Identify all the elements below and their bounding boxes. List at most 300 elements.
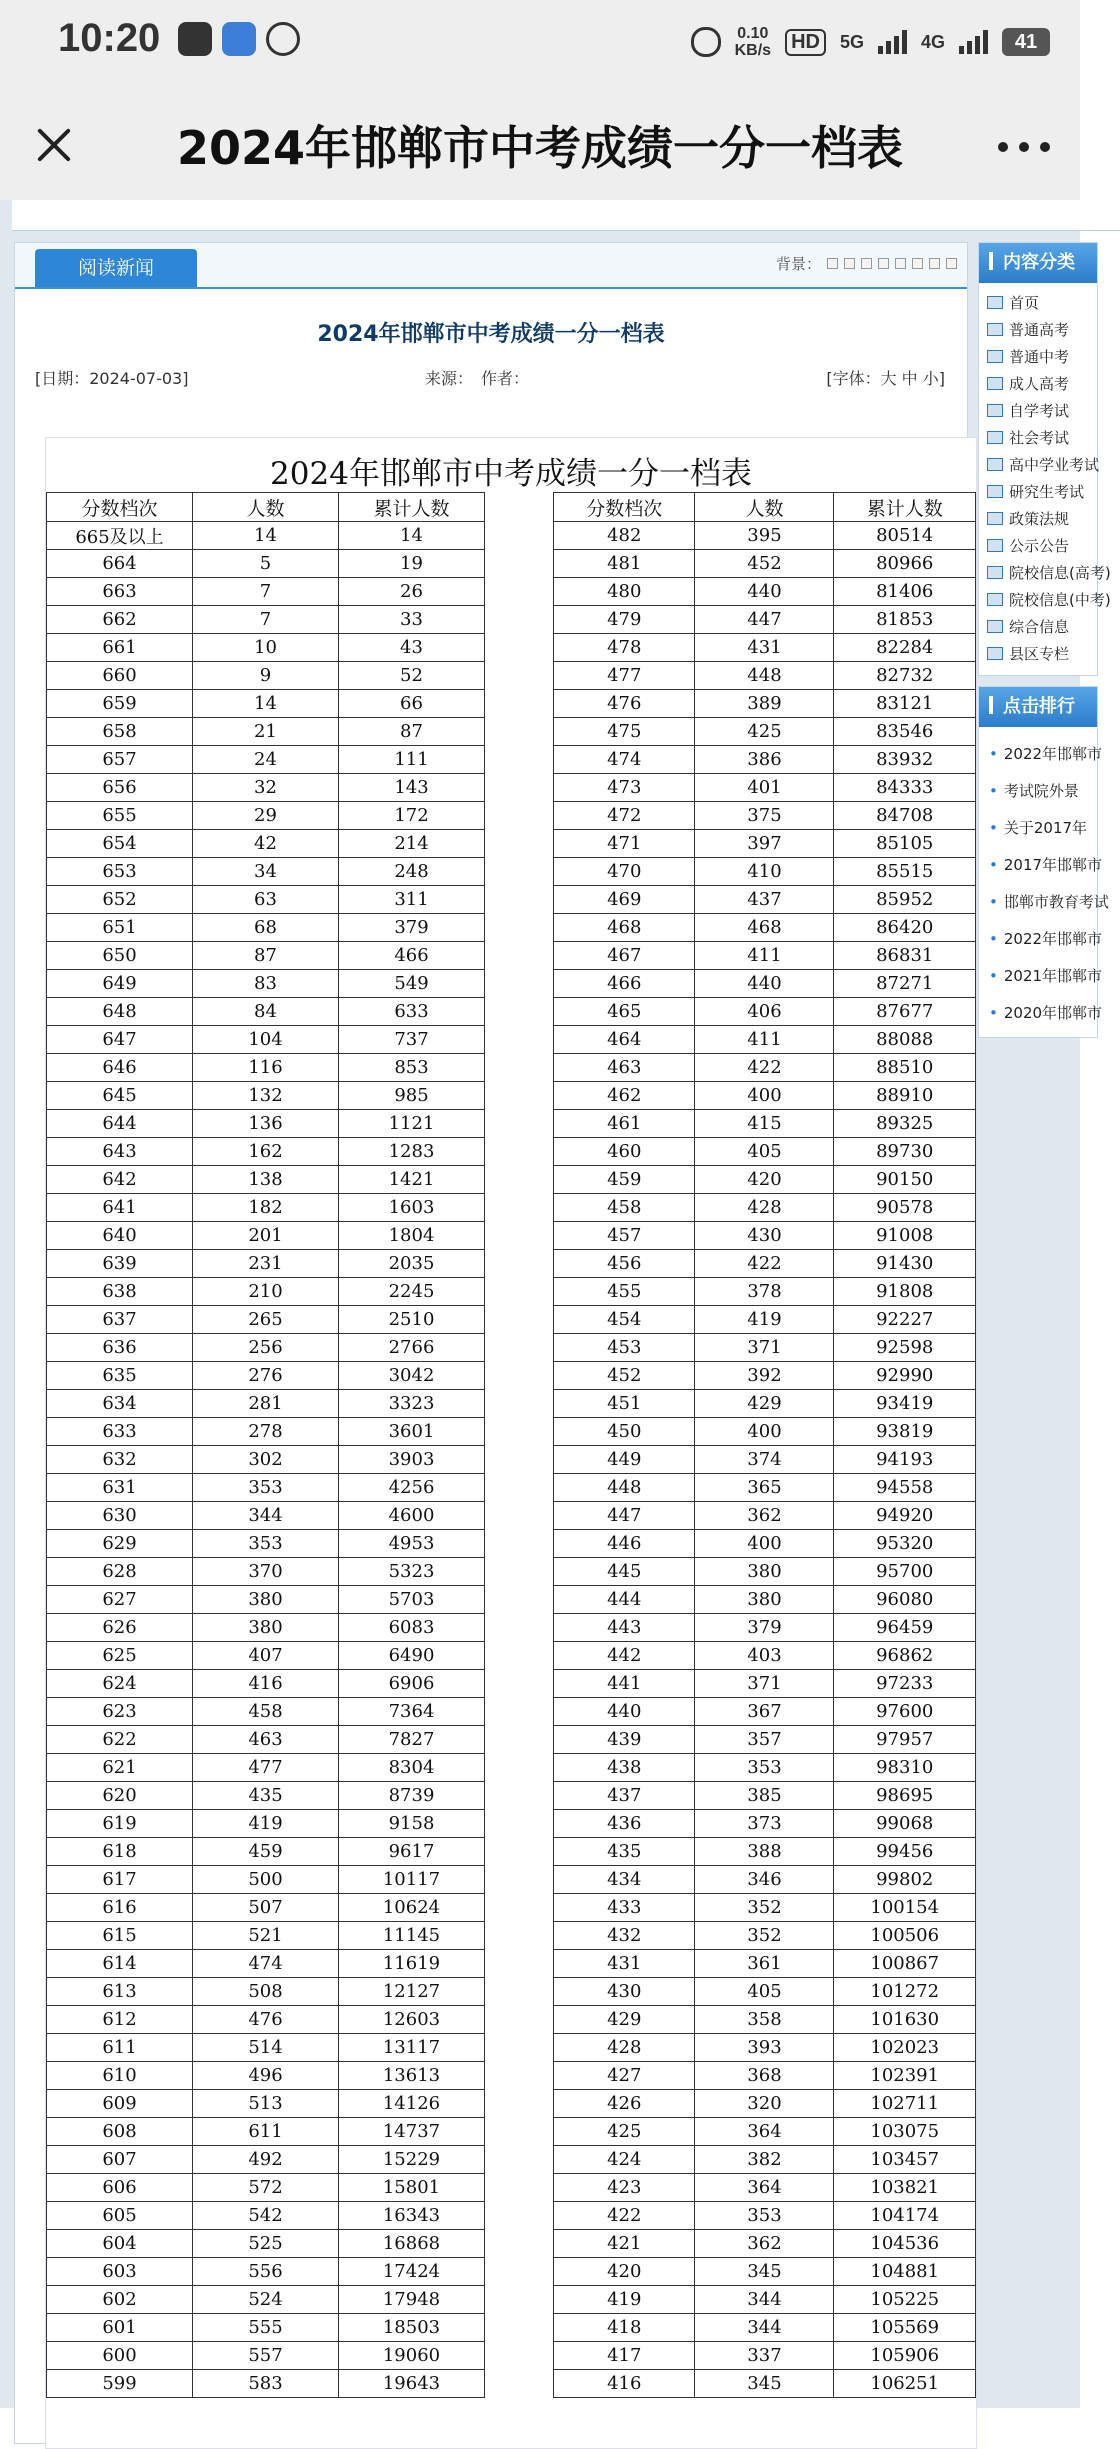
count-cell: 440 <box>695 578 834 606</box>
cumulative-cell: 88910 <box>834 1082 976 1110</box>
table-row <box>47 1054 485 1082</box>
category-label: 研究生考试 <box>1009 483 1085 501</box>
table-row <box>554 2342 976 2370</box>
score-cell: 653 <box>47 858 193 886</box>
col-header-cumulative: 累计人数 <box>339 493 485 522</box>
score-cell: 423 <box>554 2174 695 2202</box>
count-cell: 378 <box>695 1278 834 1306</box>
cumulative-cell: 99802 <box>834 1866 976 1894</box>
cumulative-cell: 104174 <box>834 2202 976 2230</box>
cumulative-cell: 96459 <box>834 1614 976 1642</box>
table-row <box>47 1754 485 1782</box>
count-cell: 405 <box>695 1978 834 2006</box>
category-item[interactable] <box>987 343 1097 370</box>
rank-item[interactable]: • 2017年邯郸市 <box>989 846 1097 883</box>
page-title: 2024年邯郸市中考成绩一分一档表 <box>176 121 904 175</box>
table-row <box>47 1838 485 1866</box>
count-cell: 14 <box>193 522 339 550</box>
cumulative-cell: 89730 <box>834 1138 976 1166</box>
count-cell: 63 <box>193 886 339 914</box>
count-cell: 448 <box>695 662 834 690</box>
score-cell: 640 <box>47 1222 193 1250</box>
bg-swatch[interactable] <box>946 258 957 269</box>
cumulative-cell: 633 <box>339 998 485 1026</box>
score-cell: 461 <box>554 1110 695 1138</box>
table-row <box>47 2230 485 2258</box>
score-cell: 630 <box>47 1502 193 1530</box>
table-row <box>554 606 976 634</box>
table-row <box>47 1530 485 1558</box>
cumulative-cell: 87677 <box>834 998 976 1026</box>
category-box <box>978 242 1111 676</box>
bg-swatch[interactable] <box>861 258 872 269</box>
status-bar <box>0 0 1080 84</box>
table-row <box>47 1502 485 1530</box>
score-cell: 631 <box>47 1474 193 1502</box>
score-cell: 623 <box>47 1698 193 1726</box>
category-label: 首页 <box>1009 294 1040 312</box>
bg-swatch[interactable] <box>844 258 855 269</box>
bg-swatch[interactable] <box>912 258 923 269</box>
count-cell: 362 <box>695 2230 834 2258</box>
table-row <box>47 2314 485 2342</box>
score-cell: 466 <box>554 970 695 998</box>
score-cell: 649 <box>47 970 193 998</box>
count-cell: 425 <box>695 718 834 746</box>
cumulative-cell: 13117 <box>339 2034 485 2062</box>
count-cell: 136 <box>193 1110 339 1138</box>
score-cell: 638 <box>47 1278 193 1306</box>
col-header-score: 分数档次 <box>554 493 695 522</box>
score-cell: 430 <box>554 1978 695 2006</box>
count-cell: 361 <box>695 1950 834 1978</box>
count-cell: 210 <box>193 1278 339 1306</box>
table-row <box>554 2258 976 2286</box>
folder-icon <box>987 431 1003 444</box>
score-cell: 648 <box>47 998 193 1026</box>
cumulative-cell: 33 <box>339 606 485 634</box>
cumulative-cell: 16343 <box>339 2202 485 2230</box>
cumulative-cell: 12127 <box>339 1978 485 2006</box>
score-cell: 436 <box>554 1810 695 1838</box>
cumulative-cell: 90578 <box>834 1194 976 1222</box>
table-row <box>47 1446 485 1474</box>
score-cell: 663 <box>47 578 193 606</box>
count-cell: 353 <box>193 1530 339 1558</box>
table-row <box>554 1950 976 1978</box>
cumulative-cell: 143 <box>339 774 485 802</box>
score-cell: 617 <box>47 1866 193 1894</box>
more-menu-button[interactable] <box>998 142 1050 154</box>
table-row <box>554 1362 976 1390</box>
count-cell: 611 <box>193 2118 339 2146</box>
cumulative-cell: 15801 <box>339 2174 485 2202</box>
cumulative-cell: 2510 <box>339 1306 485 1334</box>
cumulative-cell: 12603 <box>339 2006 485 2034</box>
status-time: 10:20 <box>58 16 161 60</box>
category-item[interactable] <box>987 640 1097 667</box>
score-cell: 438 <box>554 1754 695 1782</box>
table-row <box>554 774 976 802</box>
table-row <box>554 1698 976 1726</box>
signal-2-icon <box>959 30 988 54</box>
count-cell: 358 <box>695 2006 834 2034</box>
table-row <box>47 1922 485 1950</box>
table-row <box>554 746 976 774</box>
cumulative-cell: 17424 <box>339 2258 485 2286</box>
cumulative-cell: 19 <box>339 550 485 578</box>
score-cell: 614 <box>47 1950 193 1978</box>
table-row <box>47 1950 485 1978</box>
cumulative-cell: 10624 <box>339 1894 485 1922</box>
cumulative-cell: 103075 <box>834 2118 976 2146</box>
table-row <box>47 1642 485 1670</box>
count-cell: 393 <box>695 2034 834 2062</box>
count-cell: 344 <box>193 1502 339 1530</box>
count-cell: 416 <box>193 1670 339 1698</box>
count-cell: 419 <box>695 1306 834 1334</box>
category-item[interactable] <box>987 397 1097 424</box>
close-button[interactable] <box>30 120 80 170</box>
score-cell: 459 <box>554 1166 695 1194</box>
table-row <box>47 998 485 1026</box>
count-cell: 379 <box>695 1614 834 1642</box>
count-cell: 428 <box>695 1194 834 1222</box>
count-cell: 364 <box>695 2118 834 2146</box>
score-cell: 429 <box>554 2006 695 2034</box>
table-row <box>47 1558 485 1586</box>
count-cell: 440 <box>695 970 834 998</box>
bg-swatch[interactable] <box>895 258 906 269</box>
table-row <box>554 550 976 578</box>
count-cell: 514 <box>193 2034 339 2062</box>
table-row <box>47 830 485 858</box>
score-cell: 431 <box>554 1950 695 1978</box>
rank-item[interactable]: • 考试院外景 <box>989 772 1097 809</box>
rank-item[interactable]: • 邯郸市教育考试 <box>989 883 1097 920</box>
col-header-score: 分数档次 <box>47 493 193 522</box>
score-cell: 620 <box>47 1782 193 1810</box>
table-row <box>554 1894 976 1922</box>
rank-box <box>978 686 1109 1038</box>
count-cell: 182 <box>193 1194 339 1222</box>
count-cell: 583 <box>193 2370 339 2398</box>
score-cell: 441 <box>554 1670 695 1698</box>
table-row <box>47 550 485 578</box>
cumulative-cell: 7364 <box>339 1698 485 1726</box>
table-row <box>47 774 485 802</box>
cumulative-cell: 66 <box>339 690 485 718</box>
table-row <box>47 970 485 998</box>
count-cell: 84 <box>193 998 339 1026</box>
category-item[interactable] <box>987 478 1097 505</box>
cumulative-cell: 90150 <box>834 1166 976 1194</box>
count-cell: 132 <box>193 1082 339 1110</box>
table-row <box>554 858 976 886</box>
table-row <box>554 1054 976 1082</box>
table-row <box>554 1278 976 1306</box>
score-cell: 635 <box>47 1362 193 1390</box>
count-cell: 367 <box>695 1698 834 1726</box>
score-cell: 432 <box>554 1922 695 1950</box>
score-cell: 659 <box>47 690 193 718</box>
category-item[interactable] <box>987 451 1100 478</box>
cumulative-cell: 1804 <box>339 1222 485 1250</box>
category-item[interactable] <box>987 316 1097 343</box>
count-cell: 34 <box>193 858 339 886</box>
count-cell: 420 <box>695 1166 834 1194</box>
count-cell: 21 <box>193 718 339 746</box>
table-row <box>554 690 976 718</box>
score-cell: 643 <box>47 1138 193 1166</box>
count-cell: 477 <box>193 1754 339 1782</box>
network-speed: 0.10 KB/s <box>734 25 772 59</box>
folder-icon <box>987 566 1003 579</box>
score-cell: 428 <box>554 2034 695 2062</box>
table-row <box>47 2146 485 2174</box>
cumulative-cell: 98310 <box>834 1754 976 1782</box>
count-cell: 389 <box>695 690 834 718</box>
cumulative-cell: 1421 <box>339 1166 485 1194</box>
count-cell: 400 <box>695 1418 834 1446</box>
score-cell: 644 <box>47 1110 193 1138</box>
folder-icon <box>987 647 1003 660</box>
category-title: 内容分类 <box>979 243 1097 283</box>
table-row <box>47 2006 485 2034</box>
cumulative-cell: 88088 <box>834 1026 976 1054</box>
count-cell: 68 <box>193 914 339 942</box>
cumulative-cell: 106251 <box>834 2370 976 2398</box>
rank-item[interactable]: • 关于2017年 <box>989 809 1097 846</box>
category-item[interactable] <box>987 559 1111 586</box>
cumulative-cell: 549 <box>339 970 485 998</box>
score-cell: 641 <box>47 1194 193 1222</box>
cumulative-cell: 102391 <box>834 2062 976 2090</box>
cumulative-cell: 1121 <box>339 1110 485 1138</box>
count-cell: 411 <box>695 1026 834 1054</box>
score-cell: 460 <box>554 1138 695 1166</box>
table-row <box>554 718 976 746</box>
cumulative-cell: 87 <box>339 718 485 746</box>
rank-item[interactable]: • 2021年邯郸市 <box>989 957 1097 994</box>
count-cell: 104 <box>193 1026 339 1054</box>
count-cell: 374 <box>695 1446 834 1474</box>
score-cell: 604 <box>47 2230 193 2258</box>
score-cell: 645 <box>47 1082 193 1110</box>
score-cell: 422 <box>554 2202 695 2230</box>
count-cell: 362 <box>695 1502 834 1530</box>
table-row <box>554 1250 976 1278</box>
count-cell: 375 <box>695 802 834 830</box>
rank-list <box>979 727 1109 1037</box>
count-cell: 468 <box>695 914 834 942</box>
article-source: 来源： 作者： <box>425 369 530 388</box>
table-row <box>47 1250 485 1278</box>
score-cell: 621 <box>47 1754 193 1782</box>
table-row <box>554 802 976 830</box>
table-row <box>554 1978 976 2006</box>
category-item[interactable] <box>987 370 1097 397</box>
count-cell: 410 <box>695 858 834 886</box>
bg-swatch[interactable] <box>929 258 940 269</box>
folder-icon <box>987 296 1003 309</box>
table-row <box>47 690 485 718</box>
score-cell: 627 <box>47 1586 193 1614</box>
table-row <box>554 1474 976 1502</box>
cumulative-cell: 102023 <box>834 2034 976 2062</box>
table-row <box>47 1334 485 1362</box>
read-news-tab[interactable]: 阅读新闻 <box>35 249 197 287</box>
table-row <box>47 1614 485 1642</box>
score-cell: 632 <box>47 1446 193 1474</box>
score-cell: 616 <box>47 1894 193 1922</box>
article-panel <box>14 242 968 2444</box>
count-cell: 380 <box>193 1586 339 1614</box>
score-cell: 472 <box>554 802 695 830</box>
count-cell: 452 <box>695 550 834 578</box>
cumulative-cell: 91008 <box>834 1222 976 1250</box>
hd-badge: HD <box>785 29 826 56</box>
table-heading: 2024年邯郸市中考成绩一分一档表 <box>270 456 752 492</box>
category-item[interactable] <box>987 505 1097 532</box>
font-size-selector[interactable]: [字体：大 中 小] <box>826 369 945 388</box>
count-cell: 364 <box>695 2174 834 2202</box>
table-row <box>47 1278 485 1306</box>
score-cell: 458 <box>554 1194 695 1222</box>
category-label: 政策法规 <box>1009 510 1070 528</box>
cumulative-cell: 99456 <box>834 1838 976 1866</box>
count-cell: 345 <box>695 2370 834 2398</box>
count-cell: 474 <box>193 1950 339 1978</box>
rank-item[interactable]: • 2020年邯郸市 <box>989 994 1097 1031</box>
table-row <box>554 2286 976 2314</box>
rank-item[interactable]: • 2022年邯郸市 <box>989 920 1097 957</box>
cumulative-cell: 100154 <box>834 1894 976 1922</box>
count-cell: 405 <box>695 1138 834 1166</box>
table-row <box>47 1810 485 1838</box>
score-cell: 445 <box>554 1558 695 1586</box>
cumulative-cell: 18503 <box>339 2314 485 2342</box>
cumulative-cell: 84333 <box>834 774 976 802</box>
count-cell: 353 <box>695 2202 834 2230</box>
cumulative-cell: 103457 <box>834 2146 976 2174</box>
score-cell: 624 <box>47 1670 193 1698</box>
cumulative-cell: 14737 <box>339 2118 485 2146</box>
cumulative-cell: 43 <box>339 634 485 662</box>
folder-icon <box>987 512 1003 525</box>
web-content[interactable] <box>0 200 1111 2408</box>
score-cell: 437 <box>554 1782 695 1810</box>
table-row <box>47 1670 485 1698</box>
count-cell: 429 <box>695 1390 834 1418</box>
cumulative-cell: 85105 <box>834 830 976 858</box>
message-notification-icon <box>222 22 256 56</box>
cumulative-cell: 83121 <box>834 690 976 718</box>
count-cell: 401 <box>695 774 834 802</box>
table-row <box>554 1110 976 1138</box>
score-cell: 618 <box>47 1838 193 1866</box>
table-row <box>47 634 485 662</box>
score-cell: 647 <box>47 1026 193 1054</box>
score-cell: 452 <box>554 1362 695 1390</box>
category-item[interactable] <box>987 289 1097 316</box>
table-row <box>47 1474 485 1502</box>
table-row <box>47 2118 485 2146</box>
status-indicators <box>691 20 1050 64</box>
table-row <box>554 662 976 690</box>
count-cell: 337 <box>695 2342 834 2370</box>
count-cell: 276 <box>193 1362 339 1390</box>
table-row <box>47 1978 485 2006</box>
score-cell: 601 <box>47 2314 193 2342</box>
bg-swatch[interactable] <box>878 258 889 269</box>
cumulative-cell: 466 <box>339 942 485 970</box>
cumulative-cell: 26 <box>339 578 485 606</box>
rank-item[interactable]: • 2022年邯郸市 <box>989 735 1097 772</box>
table-row <box>554 1306 976 1334</box>
score-cell: 449 <box>554 1446 695 1474</box>
category-item[interactable] <box>987 532 1097 559</box>
cumulative-cell: 93819 <box>834 1418 976 1446</box>
score-cell: 625 <box>47 1642 193 1670</box>
cumulative-cell: 86831 <box>834 942 976 970</box>
payment-notification-icon <box>266 22 300 56</box>
table-row <box>554 1390 976 1418</box>
sim2-label: 4G <box>920 31 945 52</box>
score-cell: 639 <box>47 1250 193 1278</box>
count-cell: 476 <box>193 2006 339 2034</box>
count-cell: 201 <box>193 1222 339 1250</box>
category-item[interactable] <box>987 424 1097 451</box>
count-cell: 24 <box>193 746 339 774</box>
score-cell: 613 <box>47 1978 193 2006</box>
table-row <box>554 1838 976 1866</box>
article-date: [日期：2024-07-03] <box>35 369 189 388</box>
table-row <box>554 2174 976 2202</box>
count-cell: 371 <box>695 1334 834 1362</box>
score-cell: 610 <box>47 2062 193 2090</box>
cumulative-cell: 101272 <box>834 1978 976 2006</box>
score-cell: 454 <box>554 1306 695 1334</box>
score-cell: 658 <box>47 718 193 746</box>
count-cell: 572 <box>193 2174 339 2202</box>
cumulative-cell: 111 <box>339 746 485 774</box>
bg-swatch[interactable] <box>827 258 838 269</box>
table-row <box>47 1866 485 1894</box>
score-cell: 612 <box>47 2006 193 2034</box>
score-cell: 662 <box>47 606 193 634</box>
count-cell: 373 <box>695 1810 834 1838</box>
alarm-icon <box>691 27 721 57</box>
category-item[interactable] <box>987 586 1111 613</box>
score-cell: 660 <box>47 662 193 690</box>
table-row <box>47 942 485 970</box>
folder-icon <box>987 593 1003 606</box>
cumulative-cell: 92227 <box>834 1306 976 1334</box>
category-item[interactable] <box>987 613 1097 640</box>
count-cell: 422 <box>695 1250 834 1278</box>
cumulative-cell: 6490 <box>339 1642 485 1670</box>
count-cell: 83 <box>193 970 339 998</box>
cumulative-cell: 3042 <box>339 1362 485 1390</box>
table-row <box>554 2034 976 2062</box>
count-cell: 256 <box>193 1334 339 1362</box>
col-header-count: 人数 <box>695 493 834 522</box>
sim1-label: 5G <box>839 31 864 52</box>
score-cell: 469 <box>554 886 695 914</box>
count-cell: 447 <box>695 606 834 634</box>
cumulative-cell: 17948 <box>339 2286 485 2314</box>
